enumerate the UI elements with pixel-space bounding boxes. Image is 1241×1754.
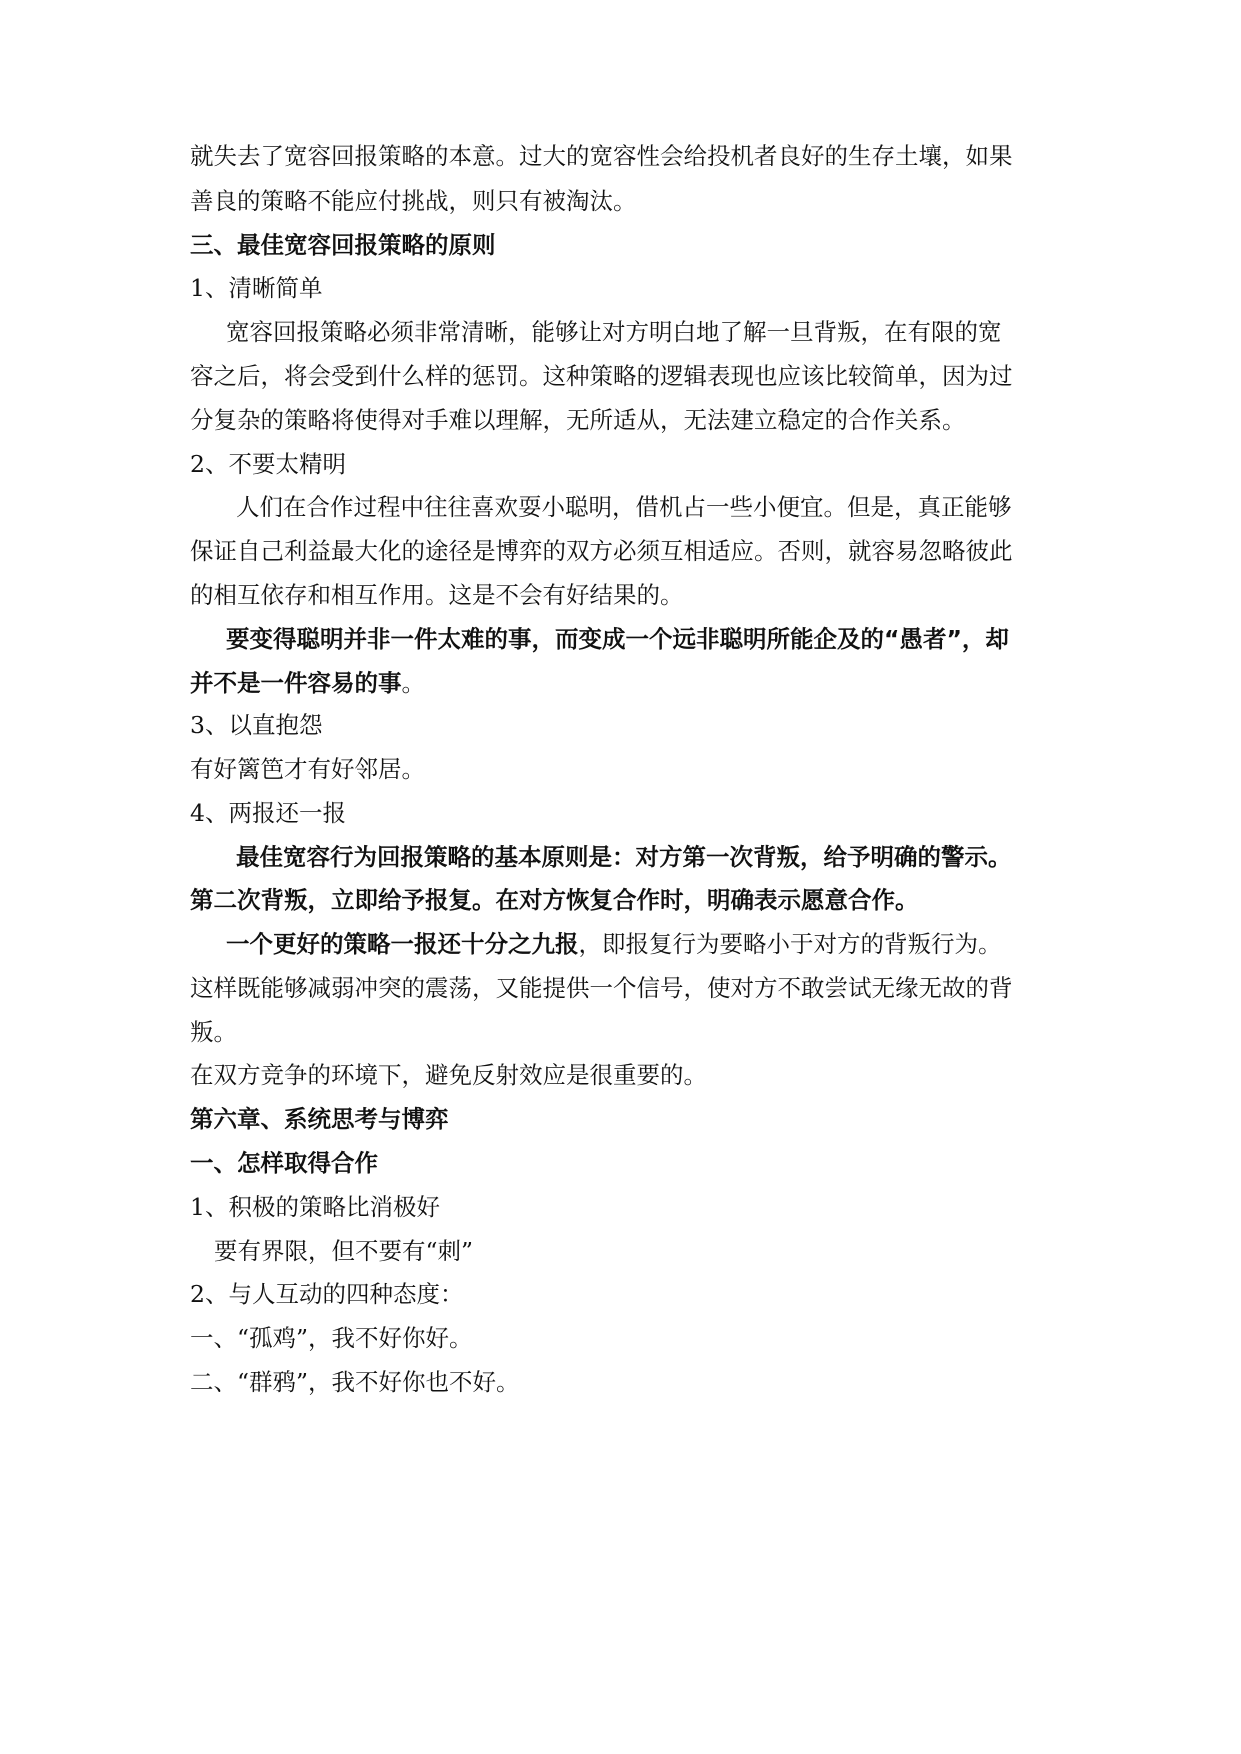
paragraph-line: 容之后，将会受到什么样的惩罚。这种策略的逻辑表现也应该比较简单，因为过 [190,362,1013,390]
paragraph-line: 在双方竞争的环境下，避免反射效应是很重要的。 [190,1061,707,1089]
chapter-heading: 第六章、系统思考与博弈 [190,1105,449,1133]
paragraph-line: 的相互依存和相互作用。这是不会有好结果的。 [190,581,684,609]
emphasis-text: 并不是一件容易的事 [190,669,402,697]
emphasis-line: 最佳宽容行为回报策略的基本原则是：对方第一次背叛，给予明确的警示。 [236,843,1012,871]
subsection-heading: 2、与人互动的四种态度： [190,1280,464,1308]
emphasis-line [190,667,1060,699]
subsection-heading: 4、两报还一报 [190,799,346,827]
subsection-heading: 3、以直抱怨 [190,711,323,739]
subsection-heading: 1、清晰简单 [190,274,323,302]
list-item: 二、“群鸦”，我不好你也不好。 [190,1368,520,1396]
emphasis-line: 要变得聪明并非一件太难的事，而变成一个远非聪明所能企及的“愚者”，却 [226,625,1009,653]
subsection-heading: 1、积极的策略比消极好 [190,1193,440,1221]
paragraph-line: 叛。 [190,1018,237,1046]
paragraph-line: 这样既能够减弱冲突的震荡，又能提供一个信号，使对方不敢尝试无缘无故的背 [190,974,1013,1002]
section-heading: 一、怎样取得合作 [190,1149,378,1177]
paragraph-line: 分复杂的策略将使得对手难以理解，无所适从，无法建立稳定的合作关系。 [190,406,966,434]
subsection-heading: 2、不要太精明 [190,450,346,478]
paragraph-line [226,928,1060,960]
paragraph-line: 宽容回报策略必须非常清晰，能够让对方明白地了解一旦背叛，在有限的宽 [226,318,1002,346]
paragraph-line: 保证自己利益最大化的途径是博弈的双方必须互相适应。否则，就容易忽略彼此 [190,537,1013,565]
emphasis-line: 第二次背叛，立即给予报复。在对方恢复合作时，明确表示愿意合作。 [190,886,919,914]
paragraph-line: 善良的策略不能应付挑战，则只有被淘汰。 [190,187,637,215]
period-text: 。 [401,669,425,697]
paragraph-line: 人们在合作过程中往往喜欢耍小聪明，借机占一些小便宜。但是，真正能够 [236,493,1012,521]
emphasis-text: 一个更好的策略一报还十分之九报 [226,930,579,958]
list-item: 一、“孤鸡”，我不好你好。 [190,1324,473,1352]
paragraph-line: 要有界限，但不要有“刺” [214,1237,474,1265]
paragraph-line: 就失去了宽容回报策略的本意。过大的宽容性会给投机者良好的生存土壤，如果 [190,142,1013,170]
paragraph-line: 有好篱笆才有好邻居。 [190,755,425,783]
paragraph-text: ，即报复行为要略小于对方的背叛行为。 [578,930,1002,958]
section-heading: 三、最佳宽容回报策略的原则 [190,231,496,259]
